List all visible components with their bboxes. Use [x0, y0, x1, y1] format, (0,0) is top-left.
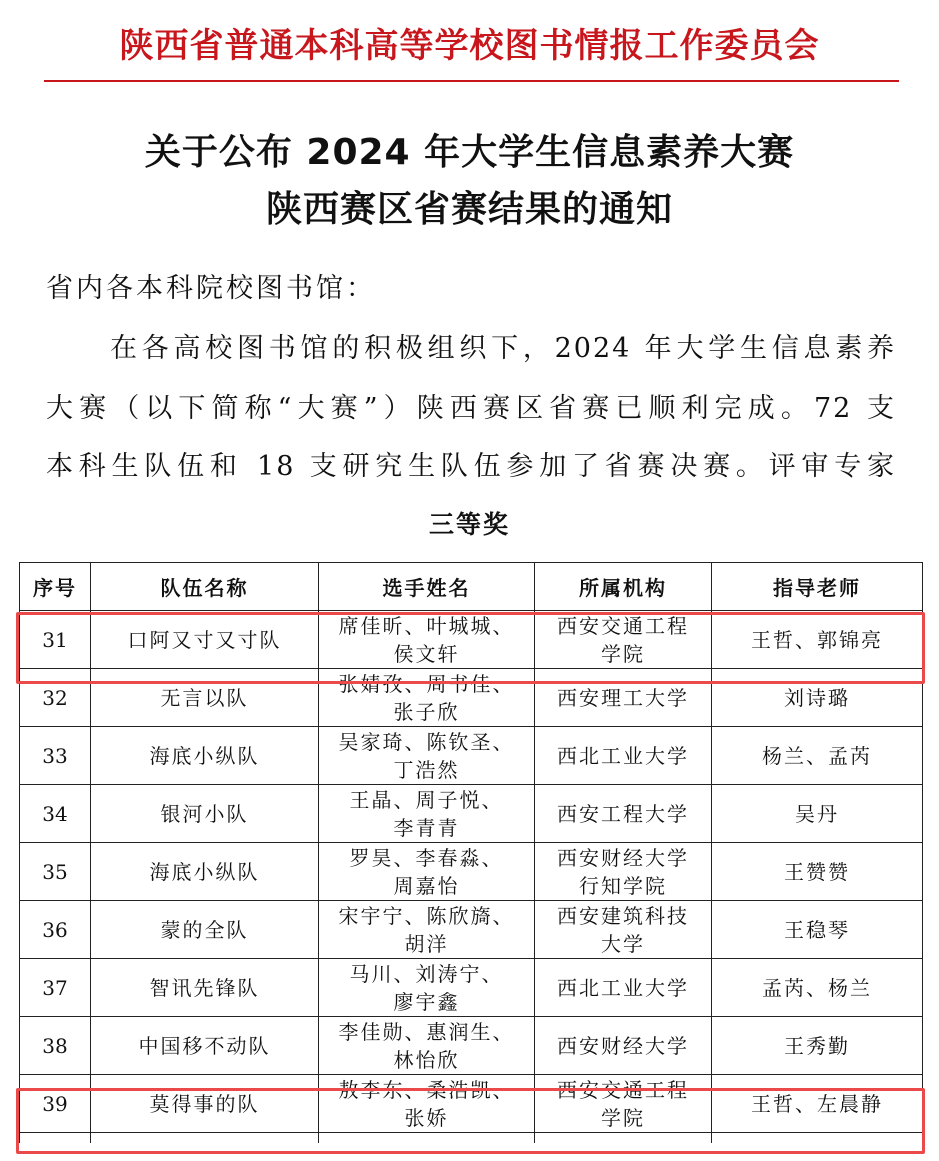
advisor: 杨兰、孟芮	[712, 727, 923, 785]
institution-line-2: 学院	[601, 641, 645, 666]
team-name: 中国移不动队	[91, 1017, 319, 1075]
row-number: 31	[20, 611, 91, 669]
players-cell	[319, 785, 535, 843]
players-line-1: 吴家琦、陈钦圣、	[338, 729, 515, 754]
institution-line-1: 西北工业大学	[557, 743, 689, 768]
players-line-1: 宋宇宁、陈欣旖、	[338, 903, 515, 928]
players-line-2: 侯文轩	[393, 641, 460, 666]
header-players: 选手姓名	[319, 563, 535, 611]
players-line-2: 廖宇鑫	[393, 989, 460, 1014]
header-advisor: 指导老师	[712, 563, 923, 611]
team-name: 智讯先锋队	[91, 959, 319, 1017]
header-team-name: 队伍名称	[91, 563, 319, 611]
players-cell	[319, 843, 535, 901]
players-line-2: 胡洋	[404, 931, 449, 956]
table-row	[20, 843, 923, 901]
institution-line-2: 大学	[601, 931, 645, 956]
table-header-row	[20, 563, 923, 611]
salutation: 省内各本科院校图书馆：	[46, 273, 376, 304]
award-level-title: 三等奖	[428, 510, 510, 539]
players-line-2: 李青青	[393, 815, 460, 840]
row-number: 36	[20, 901, 91, 959]
team-name: 海底小纵队	[91, 727, 319, 785]
body-paragraph-line-2: 大赛（以下简称“大赛”）陕西赛区省赛已顺利完成。72 支	[46, 393, 896, 424]
institution-cell	[535, 1017, 712, 1075]
institution-cell	[535, 727, 712, 785]
advisor: 王哲、郭锦亮	[712, 611, 923, 669]
table-row	[20, 727, 923, 785]
table-row	[20, 901, 923, 959]
team-name: 无言以队	[91, 669, 319, 727]
institution-line-1: 西安理工大学	[557, 685, 689, 710]
team-name: 莫得事的队	[91, 1075, 319, 1133]
players-line-1: 李佳勋、惠润生、	[338, 1019, 515, 1044]
header-number: 序号	[20, 563, 91, 611]
advisor: 王稳琴	[712, 901, 923, 959]
header-institution: 所属机构	[535, 563, 712, 611]
players-line-1: 敖李东、桑浩凯、	[338, 1077, 515, 1102]
header-red-rule	[44, 80, 899, 82]
players-line-1: 王晶、周子悦、	[349, 787, 504, 812]
highlight-box-row-31	[16, 612, 925, 684]
notice-title-line-1: 关于公布 2024 年大学生信息素养大赛	[144, 132, 795, 173]
institution-line-1: 西安建筑科技	[557, 903, 689, 928]
team-name: 口阿又寸又寸队	[91, 611, 319, 669]
players-cell	[319, 727, 535, 785]
players-line-2: 丁浩然	[393, 757, 460, 782]
players-line-1: 张婧孜、周书佳、	[338, 671, 515, 696]
players-cell	[319, 1017, 535, 1075]
row-number: 39	[20, 1075, 91, 1133]
institution-cell	[535, 959, 712, 1017]
body-paragraph-line-3: 本科生队伍和 18 支研究生队伍参加了省赛决赛。评审专家	[46, 451, 896, 482]
advisor: 王赞赞	[712, 843, 923, 901]
institution-line-1: 西北工业大学	[557, 975, 689, 1000]
row-number: 35	[20, 843, 91, 901]
team-name: 银河小队	[91, 785, 319, 843]
advisor: 王哲、左晨静	[712, 1075, 923, 1133]
highlight-box-row-39	[16, 1088, 925, 1154]
players-cell	[319, 901, 535, 959]
advisor: 吴丹	[712, 785, 923, 843]
players-cell	[319, 959, 535, 1017]
players-line-2: 周嘉怡	[393, 873, 460, 898]
table-row	[20, 959, 923, 1017]
institution-line-2: 行知学院	[579, 873, 667, 898]
notice-title-line-2: 陕西赛区省赛结果的通知	[265, 189, 673, 230]
players-line-2: 张娇	[404, 1105, 449, 1130]
institution-cell	[535, 785, 712, 843]
institution-cell	[535, 901, 712, 959]
players-line-1: 马川、刘涛宁、	[349, 961, 504, 986]
body-paragraph-line-1: 在各高校图书馆的积极组织下，2024 年大学生信息素养	[110, 333, 896, 364]
players-line-2: 林怡欣	[393, 1047, 460, 1072]
players-line-1: 席佳昕、叶城城、	[338, 613, 515, 638]
advisor: 王秀勤	[712, 1017, 923, 1075]
institution-line-1: 西安财经大学	[557, 1033, 689, 1058]
institution-line-1: 西安财经大学	[557, 845, 689, 870]
institution-line-1: 西安交通工程	[557, 613, 689, 638]
table-row	[20, 1017, 923, 1075]
row-number: 32	[20, 669, 91, 727]
institution-line-1: 西安工程大学	[557, 801, 689, 826]
row-number: 34	[20, 785, 91, 843]
row-number: 37	[20, 959, 91, 1017]
institution-line-1: 西安交通工程	[557, 1077, 689, 1102]
row-number: 33	[20, 727, 91, 785]
players-line-1: 罗昊、李春淼、	[349, 845, 504, 870]
institution-cell	[535, 843, 712, 901]
org-header-title: 陕西省普通本科高等学校图书情报工作委员会	[119, 26, 820, 66]
row-number: 38	[20, 1017, 91, 1075]
players-line-2: 张子欣	[393, 699, 460, 724]
table-row	[20, 785, 923, 843]
team-name: 蒙的全队	[91, 901, 319, 959]
institution-line-2: 学院	[601, 1105, 645, 1130]
advisor: 孟芮、杨兰	[712, 959, 923, 1017]
team-name: 海底小纵队	[91, 843, 319, 901]
advisor: 刘诗璐	[712, 669, 923, 727]
